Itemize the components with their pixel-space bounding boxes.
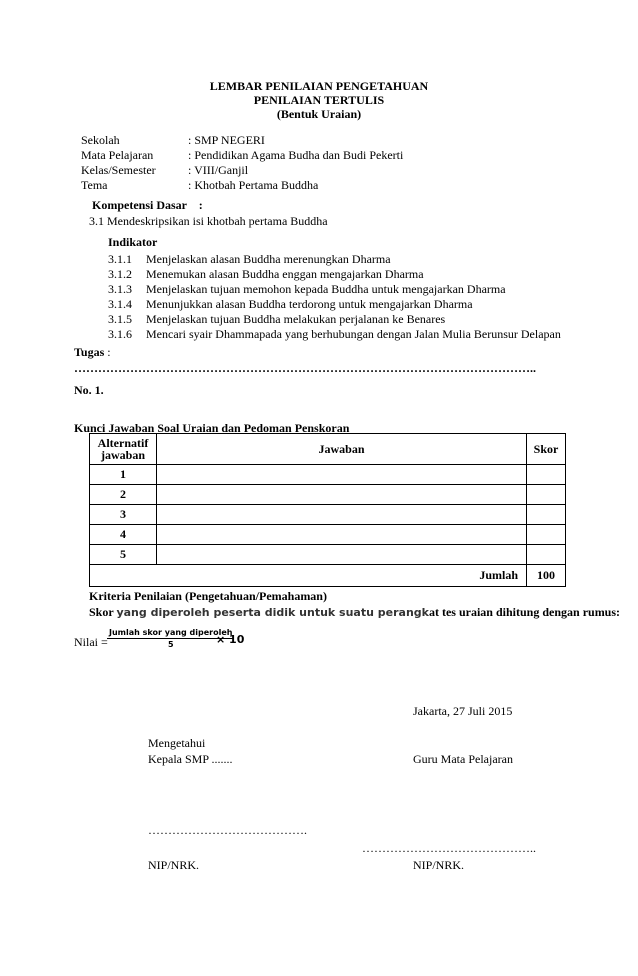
- place-date: Jakarta, 27 Juli 2015: [413, 704, 513, 718]
- indikator-text: Menjelaskan alasan Buddha merenungkan Dharma: [146, 252, 391, 266]
- identity-value-tema: : Khotbah Pertama Buddha: [188, 178, 319, 192]
- score-cell[interactable]: [527, 485, 566, 505]
- kepala-label: Kepala SMP .......: [148, 752, 233, 766]
- total-label: Jumlah: [90, 565, 527, 587]
- identity-value-kelas: : VIII/Ganjil: [188, 163, 249, 177]
- scoring-table: [89, 433, 566, 587]
- answer-cell[interactable]: [157, 505, 527, 525]
- row-number: 5: [90, 545, 157, 565]
- table-row: [90, 545, 566, 565]
- title-line-2: PENILAIAN TERTULIS: [253, 93, 385, 107]
- skor-text-c: at tes uraian dihitung dengan rumus:: [428, 605, 621, 619]
- answer-cell[interactable]: [157, 485, 527, 505]
- tugas-no: No. 1.: [74, 383, 104, 397]
- identity-label-mapel: Mata Pelajaran: [81, 148, 154, 162]
- table-header-row: [90, 434, 566, 465]
- header-jawaban: Jawaban: [157, 434, 527, 465]
- title-line-3: (Bentuk Uraian): [276, 107, 362, 121]
- table-row: [90, 485, 566, 505]
- identity-label-tema: Tema: [81, 178, 108, 192]
- header-alternatif-line1: Alternatif: [97, 436, 149, 450]
- identity-value-mapel: : Pendidikan Agama Budha dan Budi Pekerti: [188, 148, 404, 162]
- nip-right: NIP/NRK.: [413, 858, 465, 872]
- identity-value-sekolah: : SMP NEGERI: [188, 133, 265, 147]
- mengetahui-label: Mengetahui: [148, 736, 206, 750]
- score-cell[interactable]: [527, 525, 566, 545]
- score-cell[interactable]: [527, 505, 566, 525]
- tugas-colon: :: [104, 345, 111, 359]
- tugas-label: Tugas: [74, 345, 105, 359]
- total-row: [90, 565, 566, 587]
- indikator-text: Mencari syair Dhammapada yang berhubungan dengan Jalan Mulia Berunsur Delapan: [146, 327, 561, 341]
- signature-line-right: ……………………………………..: [362, 841, 536, 855]
- table-row: [90, 465, 566, 485]
- identity-label-kelas: Kelas/Semester: [81, 163, 156, 177]
- formula-multiplier: × 10: [216, 633, 245, 646]
- row-number: 1: [90, 465, 157, 485]
- table-row: [90, 525, 566, 545]
- tugas-dots: ……………………………………………………………………………………………………..: [74, 361, 536, 375]
- guru-label: Guru Mata Pelajaran: [413, 752, 513, 766]
- row-number: 4: [90, 525, 157, 545]
- formula-numerator: Jumlah skor yang diperoleh: [109, 628, 233, 637]
- answer-cell[interactable]: [157, 525, 527, 545]
- indikator-text: Menemukan alasan Buddha enggan mengajarkan Dharma: [146, 267, 424, 281]
- formula-denominator: 5: [167, 640, 174, 649]
- indikator-no: 3.1.4: [108, 297, 132, 311]
- answer-cell[interactable]: [157, 465, 527, 485]
- nilai-label: Nilai =: [74, 635, 108, 649]
- kunci-heading: Kunci Jawaban Soal Uraian dan Pedoman Penskoran: [74, 421, 350, 435]
- answer-cell[interactable]: [157, 545, 527, 565]
- indikator-no: 3.1.5: [108, 312, 132, 326]
- signature-line-left: ………………………………….: [148, 823, 307, 837]
- indikator-no: 3.1.1: [108, 252, 132, 266]
- kd-item: 3.1 Mendeskripsikan isi khotbah pertama Buddha: [89, 214, 328, 228]
- kriteria-heading: Kriteria Penilaian (Pengetahuan/Pemahaman): [89, 589, 327, 603]
- total-value: 100: [527, 565, 566, 587]
- indikator-text: Menjelaskan tujuan memohon kepada Buddha untuk mengajarkan Dharma: [146, 282, 506, 296]
- skor-text-b: yang diperoleh peserta didik untuk suatu perangk: [116, 606, 429, 619]
- indikator-no: 3.1.3: [108, 282, 132, 296]
- identity-label-sekolah: Sekolah: [81, 133, 120, 147]
- nip-left: NIP/NRK.: [148, 858, 200, 872]
- header-alternatif-line2: jawaban: [100, 448, 145, 462]
- kriteria-skor-line: [89, 605, 620, 620]
- score-cell[interactable]: [527, 465, 566, 485]
- tugas-line: [74, 345, 111, 360]
- table-row: [90, 505, 566, 525]
- header-alternatif: [90, 434, 157, 465]
- indikator-heading: Indikator: [108, 235, 158, 249]
- row-number: 3: [90, 505, 157, 525]
- score-cell[interactable]: [527, 545, 566, 565]
- kd-heading: Kompetensi Dasar :: [92, 198, 203, 212]
- indikator-text: Menunjukkan alasan Buddha terdorong untuk mengajarkan Dharma: [146, 297, 473, 311]
- header-skor: Skor: [527, 434, 566, 465]
- indikator-text: Menjelaskan tujuan Buddha melakukan perjalanan ke Benares: [146, 312, 446, 326]
- indikator-no: 3.1.6: [108, 327, 132, 341]
- title-line-1: LEMBAR PENILAIAN PENGETAHUAN: [209, 79, 429, 93]
- skor-text-a: Skor: [89, 605, 117, 619]
- row-number: 2: [90, 485, 157, 505]
- indikator-no: 3.1.2: [108, 267, 132, 281]
